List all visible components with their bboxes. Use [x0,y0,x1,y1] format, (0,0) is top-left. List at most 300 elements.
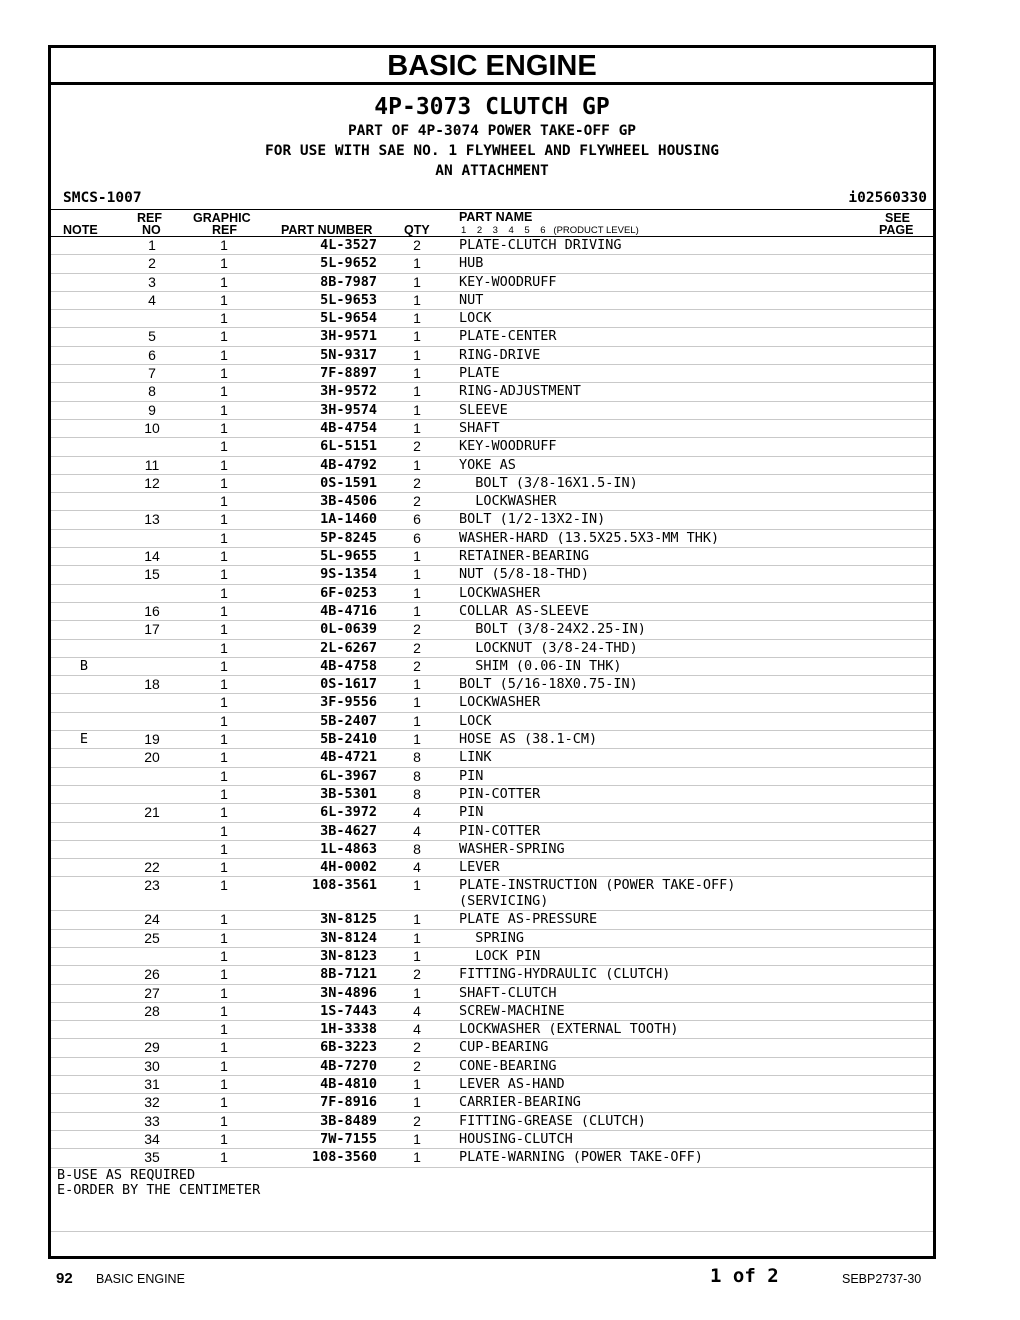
qty-cell: 8 [413,749,421,766]
ref-no-cell: 17 [144,621,160,638]
qty-cell: 1 [413,1094,421,1111]
graphic-ref-cell: 1 [220,493,228,510]
part-name-cell: RETAINER-BEARING [459,548,590,565]
ref-no-cell: 10 [144,419,160,436]
table-row [51,457,933,475]
table-row [51,328,933,346]
ref-no-cell: 12 [144,474,160,491]
part-number-cell: 4L-3527 [320,237,377,253]
column-header [51,209,933,237]
part-name-cell: COLLAR AS-SLEEVE [459,602,590,619]
graphic-ref-cell: 1 [220,1076,228,1093]
part-name-cell: NUT (5/8-18-THD) [459,566,590,583]
part-name-cell: FITTING-HYDRAULIC (CLUTCH) [459,966,671,983]
qty-cell: 1 [413,291,421,308]
part-name-cell: PLATE-CLUTCH DRIVING [459,237,622,253]
graphic-ref-cell: 1 [220,291,228,308]
col-see-bottom: PAGE [879,223,914,237]
graphic-ref-cell: 1 [220,767,228,784]
graphic-ref-cell: 1 [220,273,228,290]
part-name-cell: SHIM (0.06-IN THK) [459,657,622,674]
table-row [51,713,933,731]
graphic-ref-cell: 1 [220,877,228,894]
qty-cell: 1 [413,255,421,272]
table-row [51,1058,933,1076]
table-row [51,310,933,328]
graphic-ref-cell: 1 [220,822,228,839]
graphic-ref-cell: 1 [220,419,228,436]
table-row [51,274,933,292]
graphic-ref-cell: 1 [220,657,228,674]
part-number-cell: 108-3561 [311,877,377,894]
part-number-cell: 5L-9654 [320,310,377,327]
ref-no-cell: 28 [144,1002,160,1019]
part-name-cell: CUP-BEARING [459,1039,549,1056]
graphic-ref-cell: 1 [220,584,228,601]
smcs-row [51,187,933,209]
part-number-cell: 4B-4758 [320,657,377,674]
table-row [51,877,933,911]
ref-no-cell: 31 [144,1076,160,1093]
ref-no-cell: 33 [144,1112,160,1129]
table-row [51,749,933,767]
part-name-cell: PIN-COTTER [459,822,541,839]
table-row [51,658,933,676]
qty-cell: 2 [413,474,421,491]
ref-no-cell: 9 [148,401,156,418]
table-row [51,347,933,365]
part-number-cell: 3B-8489 [320,1112,377,1129]
part-number-cell: 4H-0002 [320,859,377,876]
part-name-cell: PLATE-WARNING (POWER TAKE-OFF) [459,1149,703,1166]
qty-cell: 1 [413,712,421,729]
part-number-cell: 5L-9655 [320,548,377,565]
ref-no-cell: 11 [144,456,160,473]
graphic-ref-cell: 1 [220,712,228,729]
table-row [51,859,933,877]
part-number-cell: 6F-0253 [320,584,377,601]
graphic-ref-cell: 1 [220,548,228,565]
ref-no-cell: 26 [144,966,160,983]
page-footer [0,1264,1020,1290]
table-row [51,786,933,804]
table-row [51,548,933,566]
table-row [51,1131,933,1149]
qty-cell: 4 [413,859,421,876]
qty-cell: 1 [413,401,421,418]
graphic-ref-cell: 1 [220,401,228,418]
ref-no-cell: 6 [148,346,156,363]
graphic-ref-cell: 1 [220,1112,228,1129]
table-row [51,1149,933,1167]
part-number-cell: 6B-3223 [320,1039,377,1056]
part-number-cell: 3N-8125 [320,911,377,928]
ref-no-cell: 14 [144,548,160,565]
qty-cell: 1 [413,365,421,382]
graphic-ref-cell: 1 [220,365,228,382]
part-name-cell: SCREW-MACHINE [459,1002,565,1019]
qty-cell: 1 [413,310,421,327]
part-name-cell: LEVER AS-HAND [459,1076,565,1093]
part-name-cell: HOSE AS (38.1-CM) [459,731,598,748]
graphic-ref-cell: 1 [220,474,228,491]
part-name-cell: LOCK PIN [459,947,541,964]
qty-cell: 1 [413,328,421,345]
part-name-cell: CONE-BEARING [459,1057,557,1074]
ref-no-cell: 2 [148,255,156,272]
part-number-cell: 7W-7155 [320,1130,377,1147]
part-name-cell: LOCKNUT (3/8-24-THD) [459,639,638,656]
ref-no-cell: 24 [144,911,160,928]
qty-cell: 1 [413,911,421,928]
table-row [51,585,933,603]
table-row [51,1076,933,1094]
part-number-cell: 9S-1354 [320,566,377,583]
part-name-cell: HUB [459,255,484,272]
table-row [51,530,933,548]
part-number-cell: 1A-1460 [320,511,377,528]
graphic-ref-cell: 1 [220,1094,228,1111]
graphic-ref-cell: 1 [220,639,228,656]
graphic-ref-cell: 1 [220,1002,228,1019]
qty-cell: 1 [413,273,421,290]
qty-cell: 1 [413,1130,421,1147]
qty-cell: 2 [413,493,421,510]
part-number-cell: 4B-4716 [320,602,377,619]
qty-cell: 1 [413,383,421,400]
part-number-cell: 8B-7121 [320,966,377,983]
qty-cell: 2 [413,657,421,674]
table-row [51,1003,933,1021]
graphic-ref-cell: 1 [220,438,228,455]
graphic-ref-cell: 1 [220,529,228,546]
part-number-cell: 3N-4896 [320,984,377,1001]
graphic-ref-cell: 1 [220,310,228,327]
ref-no-cell: 8 [148,383,156,400]
qty-cell: 2 [413,438,421,455]
col-qty: QTY [404,223,430,237]
ref-no-cell: 19 [144,731,160,748]
part-number-cell: 5L-9653 [320,291,377,308]
part-number-cell: 3B-4506 [320,493,377,510]
part-number-cell: 4B-4721 [320,749,377,766]
ref-no-cell: 27 [144,984,160,1001]
table-row [51,1113,933,1131]
table-row [51,621,933,639]
col-graphic-top: GRAPHIC [193,211,251,225]
part-number-cell: 6L-3967 [320,767,377,784]
part-name-cell: YOKE AS [459,456,516,473]
table-row [51,804,933,822]
part-name-cell: CARRIER-BEARING [459,1094,581,1111]
ref-no-cell: 18 [144,676,160,693]
ref-no-cell: 30 [144,1057,160,1074]
graphic-ref-cell: 1 [220,840,228,857]
col-ref-top: REF [137,211,162,225]
document-id: SEBP2737-30 [842,1272,922,1286]
graphic-ref-cell: 1 [220,859,228,876]
qty-cell: 1 [413,694,421,711]
graphic-ref-cell: 1 [220,966,228,983]
qty-cell: 8 [413,840,421,857]
ref-no-cell: 21 [144,804,160,821]
part-number-cell: 5L-9652 [320,255,377,272]
table-row [51,365,933,383]
ref-no-cell: 20 [144,749,160,766]
table-row [51,383,933,401]
graphic-ref-cell: 1 [220,694,228,711]
graphic-ref-cell: 1 [220,566,228,583]
qty-cell: 1 [413,1076,421,1093]
table-row [51,676,933,694]
part-number-cell: 2L-6267 [320,639,377,656]
note-cell: B [79,657,89,674]
qty-cell: 4 [413,1002,421,1019]
part-number-cell: 3N-8123 [320,947,377,964]
part-name-cell: SPRING [459,929,525,946]
part-number-cell: 7F-8916 [320,1094,377,1111]
qty-cell: 1 [413,584,421,601]
part-name-cell: PLATE [459,365,500,382]
part-number-cell: 5P-8245 [320,529,377,546]
table-row [51,402,933,420]
part-name-cell: PLATE AS-PRESSURE [459,911,598,928]
part-number-cell: 0S-1617 [320,676,377,693]
graphic-ref-cell: 1 [220,785,228,802]
ref-no-cell: 23 [144,877,160,894]
graphic-ref-cell: 1 [220,346,228,363]
table-row [51,420,933,438]
graphic-ref-cell: 1 [220,804,228,821]
subtitle-for-use-with: FOR USE WITH SAE NO. 1 FLYWHEEL AND FLYWHEEL HOUSING [265,143,719,159]
part-number-cell: 3B-5301 [320,785,377,802]
table-row [51,768,933,786]
qty-cell: 1 [413,419,421,436]
part-name-cell: LINK [459,749,492,766]
ref-no-cell: 13 [144,511,160,528]
table-row [51,237,933,255]
part-number-cell: 3B-4627 [320,822,377,839]
part-number-cell: 5N-9317 [320,346,377,363]
qty-cell: 1 [413,947,421,964]
graphic-ref-cell: 1 [220,1039,228,1056]
part-name-cell: LOCKWASHER [459,493,557,510]
table-row [51,1039,933,1057]
graphic-ref-cell: 1 [220,911,228,928]
part-name-cell: LEVER [459,859,500,876]
part-name-cell: SLEEVE [459,401,508,418]
graphic-ref-cell: 1 [220,1130,228,1147]
table-row [51,930,933,948]
qty-cell: 1 [413,984,421,1001]
qty-cell: 4 [413,1021,421,1038]
graphic-ref-cell: 1 [220,1149,228,1166]
ref-no-cell: 3 [148,273,156,290]
part-number-cell: 7F-8897 [320,365,377,382]
part-number-cell: 3N-8124 [320,929,377,946]
qty-cell: 2 [413,1039,421,1056]
part-name-cell: WASHER-HARD (13.5X25.5X3-MM THK) [459,529,720,546]
qty-cell: 2 [413,1057,421,1074]
part-name-cell: RING-DRIVE [459,346,541,363]
ref-no-cell: 29 [144,1039,160,1056]
part-name-cell-continued: (SERVICING) [459,893,549,910]
ref-no-cell: 5 [148,328,156,345]
part-number-cell: 3H-9574 [320,401,377,418]
qty-cell: 1 [413,566,421,583]
part-number-cell: 4B-4810 [320,1076,377,1093]
smcs-code: SMCS-1007 [63,190,142,206]
graphic-ref-cell: 1 [220,929,228,946]
part-number-cell: 0L-0639 [320,621,377,638]
ref-no-cell: 16 [144,602,160,619]
part-number-cell: 6L-5151 [320,438,377,455]
qty-cell: 1 [413,1149,421,1166]
part-number-cell: 1S-7443 [320,1002,377,1019]
col-see-top: SEE [885,211,911,225]
table-row [51,1021,933,1039]
qty-cell: 8 [413,785,421,802]
graphic-ref-cell: 1 [220,1057,228,1074]
part-name-cell: PIN [459,804,484,821]
subtitle-attachment: AN ATTACHMENT [435,163,549,179]
qty-cell: 6 [413,529,421,546]
part-number-cell: 3H-9571 [320,328,377,345]
qty-cell: 2 [413,1112,421,1129]
ref-no-cell: 15 [144,566,160,583]
table-row [51,694,933,712]
part-name-cell: FITTING-GREASE (CLUTCH) [459,1112,646,1129]
col-graphic-bottom: REF [212,223,237,237]
table-row [51,255,933,273]
qty-cell: 1 [413,731,421,748]
parts-page-frame [48,45,936,1259]
graphic-ref-cell: 1 [220,511,228,528]
table-row [51,948,933,966]
part-number-cell: 0S-1591 [320,474,377,491]
part-number-cell: 108-3560 [311,1149,377,1166]
table-row [51,841,933,859]
table-row [51,493,933,511]
table-row [51,966,933,984]
part-number-cell: 1H-3338 [320,1021,377,1038]
graphic-ref-cell: 1 [220,328,228,345]
col-product-level: 1 2 3 4 5 6 (PRODUCT LEVEL) [461,225,639,236]
part-name-cell: PLATE-CENTER [459,328,557,345]
qty-cell: 4 [413,804,421,821]
qty-cell: 8 [413,767,421,784]
part-name-cell: BOLT (1/2-13X2-IN) [459,511,606,528]
part-number-cell: 6L-3972 [320,804,377,821]
ref-no-cell: 7 [148,365,156,382]
graphic-ref-cell: 1 [220,621,228,638]
notes-block [51,1168,933,1232]
subtitle-part-of: PART OF 4P-3074 POWER TAKE-OFF GP [347,123,637,139]
graphic-ref-cell: 1 [220,731,228,748]
part-name-cell: LOCK [459,310,492,327]
part-name-cell: PIN-COTTER [459,785,541,802]
part-number-cell: 5B-2407 [320,712,377,729]
col-ref-bottom: NO [142,223,161,237]
part-name-cell: PLATE-INSTRUCTION (POWER TAKE-OFF) [459,877,736,894]
part-number-cell: 4B-4792 [320,456,377,473]
graphic-ref-cell: 1 [220,456,228,473]
ref-no-cell: 35 [144,1149,160,1166]
table-row [51,911,933,929]
graphic-ref-cell: 1 [220,602,228,619]
part-name-cell: NUT [459,291,484,308]
parts-list [51,237,933,1168]
part-name-cell: SHAFT-CLUTCH [459,984,557,1001]
part-name-cell: KEY-WOODRUFF [459,438,557,455]
qty-cell: 1 [413,676,421,693]
ref-no-cell: 32 [144,1094,160,1111]
graphic-ref-cell: 1 [220,676,228,693]
graphic-ref-cell: 1 [220,1021,228,1038]
qty-cell: 1 [413,346,421,363]
ref-no-cell: 22 [144,859,160,876]
table-row [51,640,933,658]
graphic-ref-cell: 1 [220,237,228,253]
part-number-cell: 3H-9572 [320,383,377,400]
note-b: B-USE AS REQUIRED [57,1166,196,1183]
part-name-cell: BOLT (3/8-16X1.5-IN) [459,474,638,491]
part-name-cell: WASHER-SPRING [459,840,565,857]
table-row [51,475,933,493]
part-number-cell: 4B-4754 [320,419,377,436]
qty-cell: 6 [413,511,421,528]
ref-no-cell: 25 [144,929,160,946]
table-row [51,603,933,621]
page-number: 92 [56,1270,73,1287]
sheet-indicator: 1 of 2 [710,1265,779,1287]
graphic-ref-cell: 1 [220,255,228,272]
graphic-ref-cell: 1 [220,749,228,766]
part-number-cell: 1L-4863 [320,840,377,857]
qty-cell: 1 [413,548,421,565]
image-id: i02560330 [848,190,927,206]
part-number-cell: 8B-7987 [320,273,377,290]
graphic-ref-cell: 1 [220,984,228,1001]
qty-cell: 4 [413,822,421,839]
part-name-cell: HOUSING-CLUTCH [459,1130,573,1147]
qty-cell: 1 [413,602,421,619]
col-part-name: PART NAME [459,210,533,224]
part-name-cell: BOLT (3/8-24X2.25-IN) [459,621,646,638]
table-row [51,731,933,749]
graphic-ref-cell: 1 [220,383,228,400]
ref-no-cell: 4 [148,291,156,308]
qty-cell: 2 [413,966,421,983]
ref-no-cell: 34 [144,1130,160,1147]
table-row [51,566,933,584]
table-row [51,511,933,529]
part-name-cell: LOCK [459,712,492,729]
group-title: 4P-3073 CLUTCH GP [374,94,610,120]
qty-cell: 2 [413,237,421,253]
table-row [51,823,933,841]
part-name-cell: PIN [459,767,484,784]
part-number-cell: 3F-9556 [320,694,377,711]
notes-divider [51,1199,933,1232]
table-row [51,438,933,456]
qty-cell: 2 [413,639,421,656]
table-row [51,1094,933,1112]
table-row [51,292,933,310]
ref-no-cell: 1 [148,237,156,253]
part-name-cell: RING-ADJUSTMENT [459,383,581,400]
note-e: E-ORDER BY THE CENTIMETER [57,1182,261,1199]
